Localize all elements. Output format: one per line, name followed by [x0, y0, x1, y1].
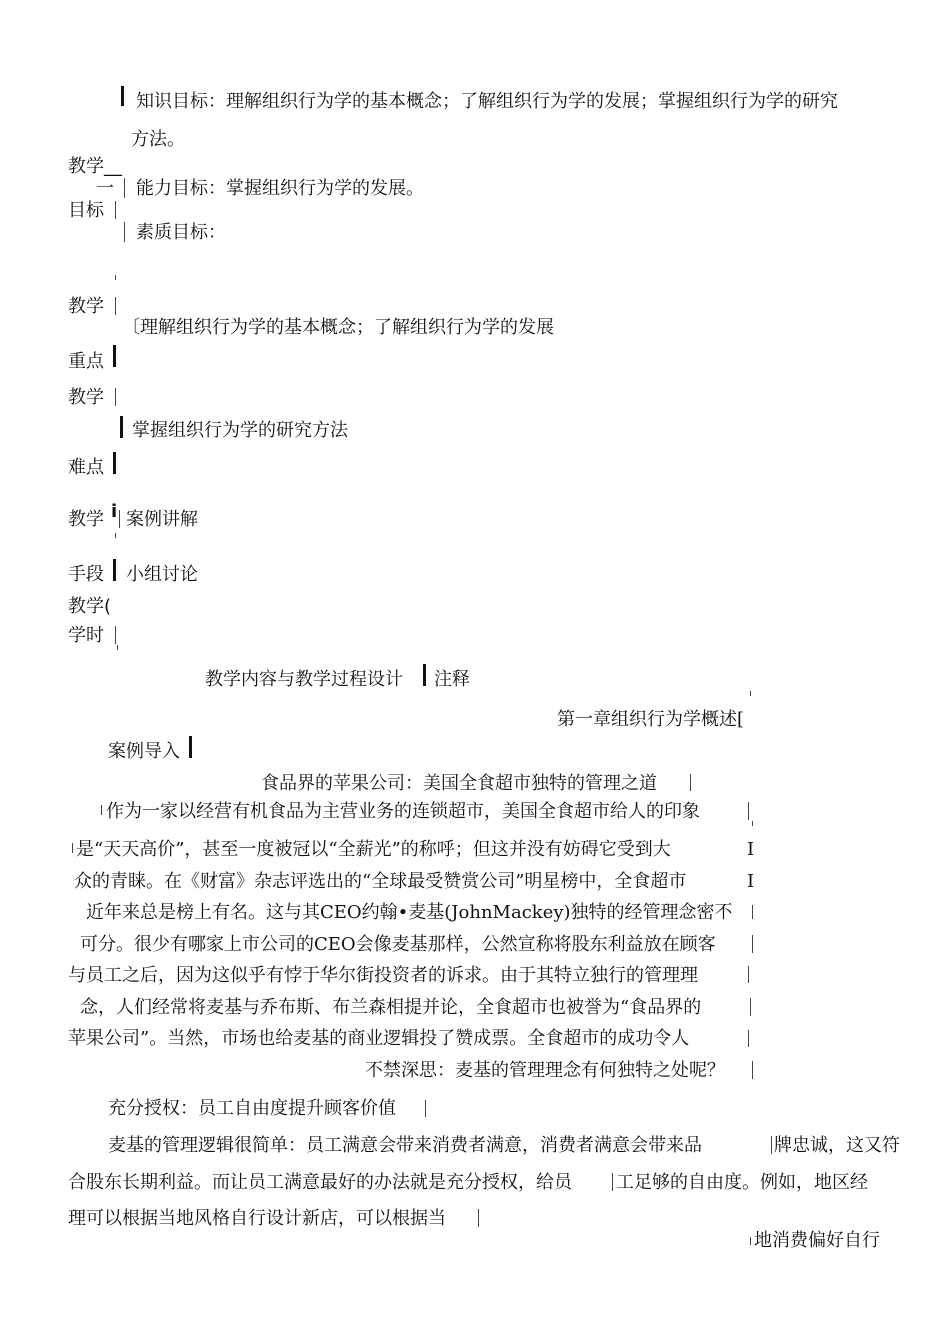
rule-mark	[101, 805, 102, 815]
rule-mark	[113, 559, 116, 581]
objectives-label-bottom: 目标	[68, 200, 104, 221]
case-paragraph-line: 近年来总是榜上有名。这与其CEO约翰•麦基(JohnMackey)独特的经管理念密不	[86, 902, 733, 923]
case-paragraph-line: 作为一家以经营有机食品为主营业务的连锁超市，美国全食超市给人的印象	[106, 801, 700, 822]
rule-mark	[612, 1173, 613, 1191]
case-paragraph-line: 念，人们经常将麦基与乔布斯、布兰森相提并论，全食超市也被誉为“食品界的	[80, 997, 702, 1018]
objectives-label-top: 教学__	[68, 156, 122, 177]
key-points-label-top: 教学	[68, 296, 104, 317]
rule-mark	[748, 1030, 749, 1047]
key-points-content: 〔理解组织行为学的基本概念；了解组织行为学的发展	[122, 317, 554, 338]
body-paragraph-line: 理可以根据当地风格自行设计新店，可以根据当	[68, 1208, 446, 1229]
objectives-label-dash: 一	[96, 178, 114, 199]
body-paragraph-line: 地消费偏好自行	[754, 1230, 880, 1251]
difficulties-label-bottom: 难点	[68, 457, 104, 478]
method-group-discussion: 小组讨论	[126, 564, 198, 585]
body-paragraph-line: 麦基的管理逻辑很简单：员工满意会带来消费者满意，消费者满意会带来品	[108, 1135, 702, 1156]
hours-label-bottom: 学时	[68, 625, 104, 646]
rule-mark	[124, 178, 125, 198]
difficulties-content: 掌握组织行为学的研究方法	[132, 420, 348, 441]
rule-mark	[115, 297, 116, 315]
rule-mark	[120, 416, 123, 438]
rule-mark	[750, 1237, 751, 1245]
rule-mark	[752, 905, 753, 919]
rule-mark	[752, 1061, 753, 1079]
rule-mark	[771, 1136, 772, 1154]
rule-mark	[115, 626, 116, 644]
table-header-notes: 注释	[434, 669, 470, 690]
case-paragraph-line: 与员工之后，因为这似乎有悖于华尔街投资者的诉求。由于其特立独行的管理理	[68, 965, 698, 986]
methods-label-bottom: 手段	[68, 564, 104, 585]
body-paragraph-line: 牌忠诚，这又符	[774, 1135, 900, 1156]
rule-mark	[750, 691, 751, 696]
rule-mark	[115, 201, 116, 219]
rule-mark	[124, 222, 125, 242]
section-heading-empowerment: 充分授权：员工自由度提升顾客价值	[108, 1098, 396, 1119]
body-paragraph-line: 工足够的自由度。例如，地区经	[616, 1172, 868, 1193]
rule-mark	[72, 843, 73, 853]
rule-mark	[113, 452, 116, 474]
rule-mark	[115, 275, 116, 280]
rule-mark	[690, 774, 691, 791]
rule-mark	[748, 966, 749, 983]
rule-mark	[189, 736, 192, 758]
rule-mark	[423, 664, 426, 686]
table-header-content: 教学内容与教学过程设计	[205, 669, 403, 690]
ability-objective: 能力目标：掌握组织行为学的发展。	[136, 178, 424, 199]
key-points-label-bottom: 重点	[68, 351, 104, 372]
body-paragraph-line: 合股东长期利益。而让员工满意最好的办法就是充分授权，给员	[68, 1172, 572, 1193]
rule-mark	[752, 935, 753, 953]
rule-mark	[748, 802, 749, 820]
rule-mark	[119, 510, 120, 528]
case-paragraph-line: 不禁深思：麦基的管理理念有何独特之处呢？	[365, 1060, 725, 1081]
case-paragraph-line: 苹果公司”。当然，市场也给麦基的商业逻辑投了赞成票。全食超市的成功令人	[68, 1028, 690, 1049]
rule-mark	[113, 345, 116, 367]
rule-mark	[478, 1209, 479, 1227]
quality-objective: 素质目标：	[136, 222, 226, 243]
rule-mark	[115, 388, 116, 406]
case-intro-label: 案例导入	[108, 741, 180, 762]
artifact-l-mark: I	[747, 839, 755, 860]
difficulties-label-top: 教学	[68, 387, 104, 408]
hours-label-top: 教学(	[68, 596, 112, 617]
knowledge-objective-line2: 方法。	[131, 129, 185, 150]
artifact-i-mark: i	[111, 501, 118, 522]
rule-mark	[117, 645, 118, 650]
method-case-explanation: 案例讲解	[126, 509, 198, 530]
case-paragraph-line: 是“天天高价”，甚至一度被冠以“全薪光”的称呼；但这并没有妨碍它受到大	[76, 839, 671, 860]
case-paragraph-line: 可分。很少有哪家上市公司的CEO会像麦基那样，公然宣称将股东利益放在顾客	[80, 934, 716, 955]
case-title: 食品界的苹果公司：美国全食超市独特的管理之道	[261, 773, 657, 794]
rule-mark	[115, 533, 116, 538]
knowledge-objective-line1: 知识目标：理解组织行为学的基本概念；了解组织行为学的发展；掌握组织行为学的研究	[136, 91, 838, 112]
rule-mark	[750, 998, 751, 1016]
chapter-title: 第一章组织行为学概述[	[557, 709, 745, 730]
artifact-l-mark: I	[747, 871, 755, 892]
case-paragraph-line: 众的青睐。在《财富》杂志评选出的“全球最受赞赏公司”明星榜中，全食超市	[74, 871, 687, 892]
methods-label-top: 教学	[68, 509, 104, 530]
rule-mark	[121, 86, 124, 106]
rule-mark	[425, 1100, 426, 1117]
rule-mark	[752, 821, 753, 826]
